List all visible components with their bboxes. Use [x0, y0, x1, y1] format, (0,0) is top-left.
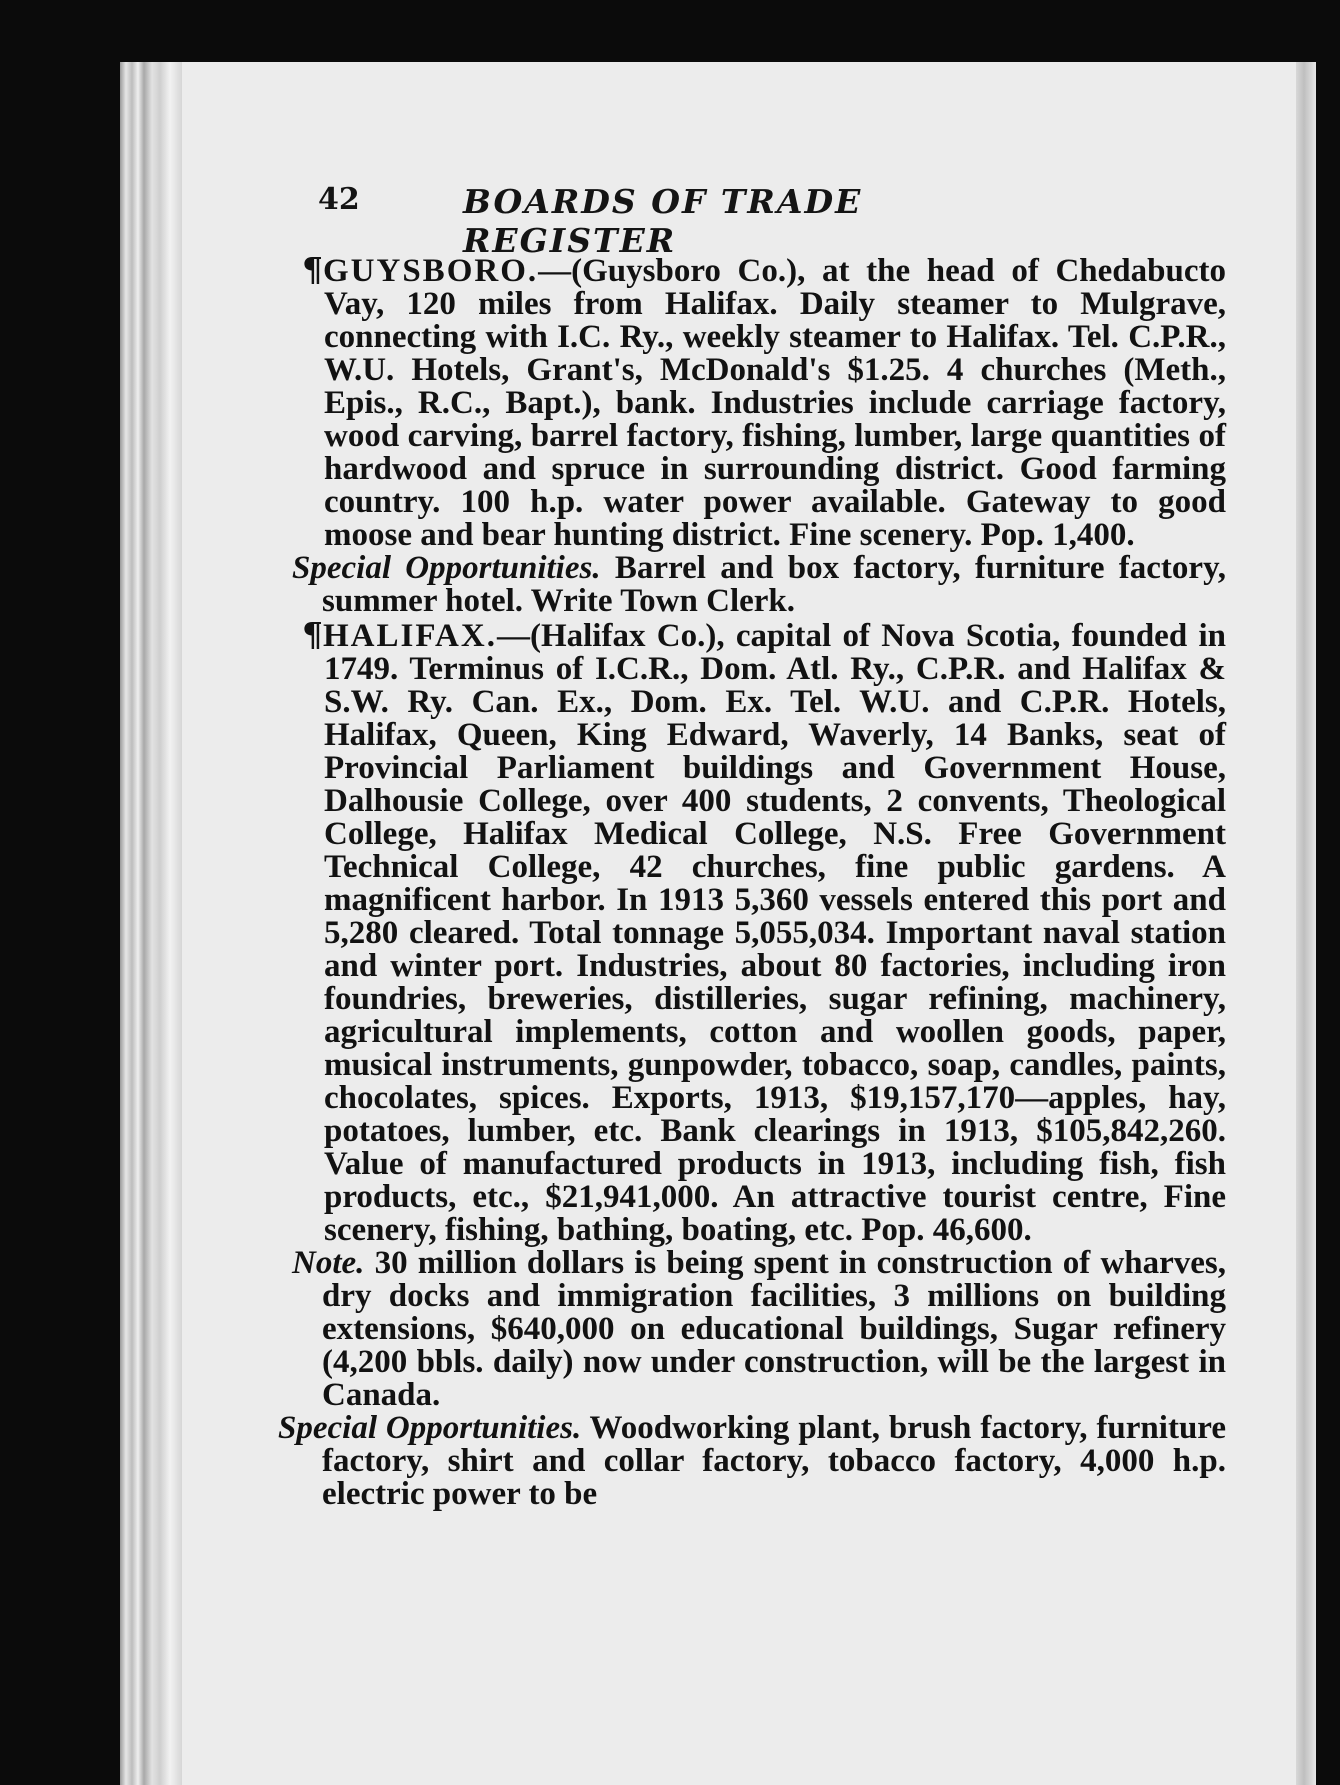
entry-halifax [286, 615, 1226, 1248]
town-name: GUYSBORO. [323, 253, 539, 289]
page-right-edge [1296, 62, 1316, 1785]
scan-background [1316, 62, 1340, 1785]
register-body [278, 250, 1227, 1512]
opportunities-label: Special Opportunities. [292, 550, 601, 586]
entry-text: —(Halifax Co.), capital of Nova Scotia, founded in 1749. Terminus of I.C.R., Dom. Atl. Ry., C.P.R. and Halifax & S.W. Ry. Can. Ex., Dom. Ex. Tel. W.U. and C.P.R. Hotels, Halifax, Queen, King Edward, Waverly, 14 Banks, seat of Provincial Parliament buildings and Government House, Dalhousie College, over 400 students, 2 convents, Theological College, Halifax Medical College, N.S. Free Government Technical College, 42 churches, fine public gardens. A magnificent harbor. In 1913 5,360 vessels entered this port and 5,280 cleared. Total tonnage 5,055,034. Important naval station and winter port. Industries, about 80 factories, including iron foundries, breweries, distilleries, sugar refining, machinery, agricultural implements, cotton and woollen goods, paper, musical instruments, gunpowder, tobacco, soap, candles, paints, chocolates, spices. Exports, 1913, $19,157,170—apples, hay, potatoes, lumber, etc. Bank clearings in 1913, $105,842,260. Value of manufactured products in 1913, including fish, fish products, etc., $21,941,000. An attractive tourist centre, Fine scenery, fishing, bathing, boating, etc. Pop. 46,600. [324, 618, 1226, 1248]
note-halifax [286, 1247, 1226, 1412]
entry-text: —(Guysboro Co.), at the head of Chedabucto Vay, 120 miles from Halifax. Daily steamer to Mulgrave, connecting with I.C. Ry., weekly steamer to Halifax. Tel. C.P.R., W.U. Hotels, Grant's, McDonald's $1.25. 4 churches (Meth., Epis., R.C., Bapt.), bank. Industries include carriage factory, wood carving, barrel factory, fishing, lumber, large quantities of hardwood and spruce in surrounding district. Good farming country. 100 h.p. water power available. Gateway to good moose and bear hunting district. Fine scenery. Pop. 1,400. [324, 253, 1226, 553]
entry-guysboro [286, 250, 1226, 553]
page-header [318, 182, 1078, 260]
running-title: BOARDS OF TRADE REGISTER [463, 182, 863, 260]
note-label: Note. [292, 1245, 365, 1281]
opportunities-text: Woodworking plant, brush factory, furniture factory, shirt and collar factory, tobacco factory, 4,000 h.p. electric power to be [322, 1410, 1226, 1512]
paragraph-mark-icon: ¶ [302, 250, 323, 289]
opportunities-label: Special Opportunities. [278, 1410, 582, 1446]
special-opportunities-halifax [278, 1410, 1226, 1512]
page-number: 42 [318, 182, 360, 217]
town-name: HALIFAX. [323, 618, 497, 654]
special-opportunities-guysboro [286, 552, 1226, 618]
opportunities-text: Barrel and box factory, furniture factory, summer hotel. Write Town Clerk. [322, 550, 1226, 619]
book-spine-edge [120, 62, 182, 1785]
note-text: 30 million dollars is being spent in construction of wharves, dry docks and immigration facilities, 3 millions on building extensions, $640,000 on educational buildings, Sugar refinery (4,200 bbls. daily) now under construction, will be the largest in Canada. [322, 1245, 1227, 1413]
paragraph-mark-icon: ¶ [302, 615, 323, 654]
